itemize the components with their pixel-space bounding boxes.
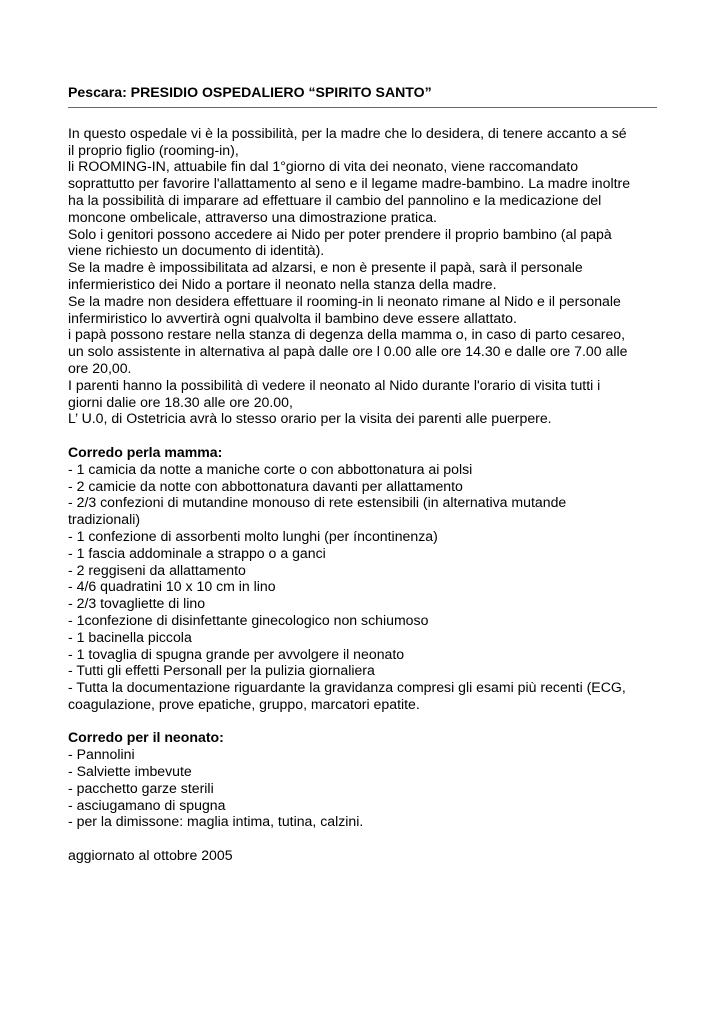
intro-line: ore 20,00. (68, 359, 132, 376)
document-title: Pescara: PRESIDIO OSPEDALIERO “SPIRITO SANTO” (68, 84, 432, 100)
intro-line: giorni dalie ore 18.30 alle ore 20.00, (68, 393, 293, 410)
list-item: - 1 camicia da notte a maniche corte o con abbottonatura ai polsi (68, 460, 473, 477)
list-item: - asciugamano di spugna (68, 796, 226, 813)
mamma-list (68, 461, 658, 713)
list-item: - 1 fascia addominale a strappo o a ganci (68, 544, 326, 561)
intro-line: Solo i genitori possono accedere ai Nido per poter prendere il proprio bambino (al papà (68, 225, 612, 242)
list-item: - Tutti gli effetti Personall per la pulizia giornaliera (68, 662, 375, 679)
intro-line: soprattutto per favorire l'allattamento al seno e il legame madre-bambino. La madre inoltre (68, 175, 631, 192)
intro-line: L’ U.0, di Ostetricia avrà lo stesso orario per la visita dei parenti alle puerpere. (68, 410, 552, 427)
intro-line: i papà possono restare nella stanza di degenza della mamma o, in caso di parto cesareo, (68, 326, 626, 343)
list-item: - 2 camicie da notte con abbottonatura davanti per allattamento (68, 477, 463, 494)
list-item: - 2/3 tovagliette di lino (68, 595, 206, 612)
list-item: - Pannolini (68, 746, 135, 763)
list-item: - 1 tovaglia di spugna grande per avvolgere il neonato (68, 645, 405, 662)
document-page (68, 84, 658, 864)
intro-line: In questo ospedale vi è la possibilità, per la madre che lo desidera, di tenere accanto a sé (68, 124, 627, 141)
list-item: - Tutta la documentazione riguardante la gravidanza compresi gli esami più recenti (ECG, (68, 679, 626, 696)
neonato-list (68, 746, 658, 830)
list-item: - 2/3 confezioni di mutandine monouso di rete estensibili (in alternativa mutande (68, 494, 567, 511)
mamma-section-title: Corredo perla mamma: (68, 443, 223, 460)
list-item: - per la dimissone: maglia intima, tutina, calzini. (68, 813, 364, 830)
list-item: coagulazione, prove epatiche, gruppo, marcatori epatite. (68, 695, 420, 712)
intro-line: Se la madre non desidera effettuare il rooming-in li neonato rimane al Nido e il personale (68, 292, 621, 309)
update-date: aggiornato al ottobre 2005 (68, 847, 233, 864)
list-item: - 1confezione di disinfettante ginecologico non schiumoso (68, 611, 429, 628)
intro-line: un solo assistente in alternativa al papà dalle ore l 0.00 alle ore 14.30 e dalle ore 7.00 alle (68, 343, 628, 360)
list-item: - Salviette imbevute (68, 763, 192, 780)
list-item: tradizionali) (68, 511, 141, 528)
intro-line: viene richiesto un documento di identità). (68, 242, 325, 259)
title-divider (68, 107, 657, 108)
list-item: - 2 reggiseni da allattamento (68, 561, 246, 578)
intro-line: I parenti hanno la possibilità dì vedere il neonato al Nido durante l'orario di visita tutti i (68, 376, 601, 393)
intro-line: Se la madre è impossibilitata ad alzarsi, e non è presente il papà, sarà il personale (68, 259, 583, 276)
intro-line: moncone ombelicale, attraverso una dimostrazione pratica. (68, 208, 437, 225)
list-item: - 4/6 quadratini 10 x 10 cm in lino (68, 578, 276, 595)
list-item: - 1 bacinella piccola (68, 628, 192, 645)
neonato-section (68, 729, 658, 830)
intro-line: li ROOMING-IN, attuabile fin dal 1°giorno di vita dei neonato, viene raccomandato (68, 158, 579, 175)
intro-line: infermieristico dei Nido a portare il neonato nella stanza della madre. (68, 275, 497, 292)
neonato-section-title: Corredo per il neonato: (68, 729, 224, 746)
intro-line: infermiristico lo avvertirà ogni qualvolta il bambino deve essere allattato. (68, 309, 517, 326)
intro-paragraph (68, 125, 658, 427)
list-item: - 1 confezione di assorbenti molto lunghi (per íncontinenza) (68, 527, 438, 544)
list-item: - pacchetto garze sterili (68, 779, 214, 796)
mamma-section (68, 444, 658, 713)
intro-line: ha la possibilità di imparare ad effettuare il cambio del pannolino e la medicazione del (68, 191, 602, 208)
intro-line: il proprio figlio (rooming-in), (68, 141, 239, 158)
